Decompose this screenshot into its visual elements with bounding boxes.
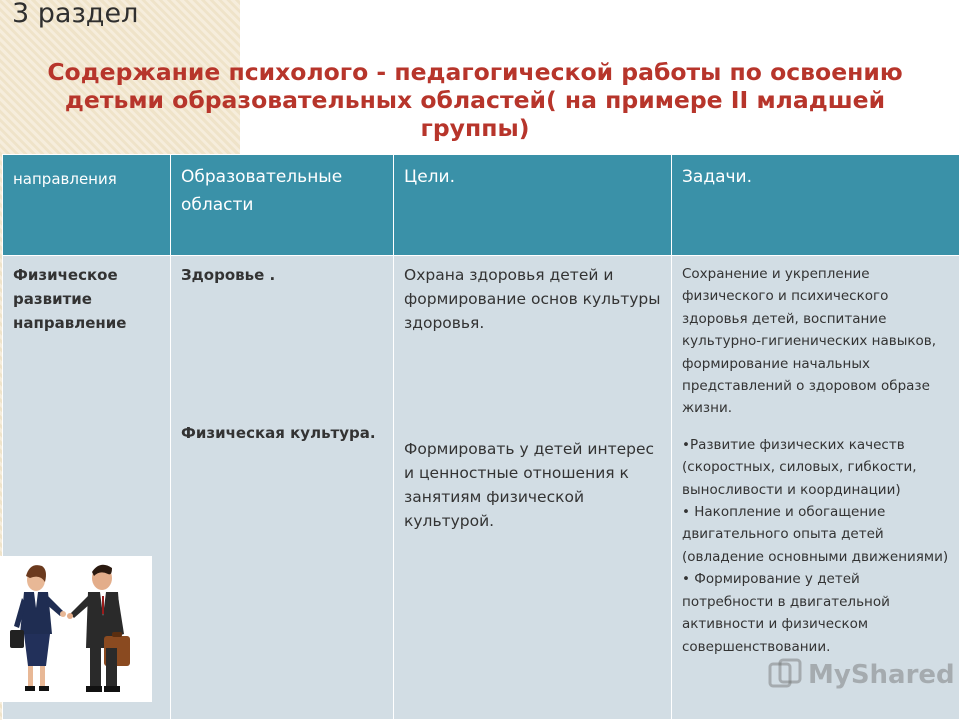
business-people-illustration [0,556,152,702]
header-directions: направления [3,155,171,256]
section-label: 3 раздел [12,0,139,29]
task-2: •Развитие физических качеств (скоростных, силовых, гибкости, выносливости и координации) [682,436,917,498]
goal-health: Охрана здоровья детей и формирование основ культуры здоровья. [404,266,661,332]
area-physical-culture: Физическая культура. [181,424,376,442]
area-health: Здоровье . [181,266,276,284]
task-1: Сохранение и укрепление физического и психического здоровья детей, воспитание культурно-гигиенических навыков, формирование начальных представлений о здоровом образе жизни. [682,266,937,417]
people-figures-icon [0,556,152,702]
watermark [768,656,955,694]
task-3: • Накопление и обогащение двигательного опыта детей (овладение основными движениями) [682,504,949,565]
cell-goals [394,256,672,720]
watermark-logo-icon [768,658,802,692]
goal-physical-culture: Формировать у детей интерес и ценностные отношения к занятиям физической культурой. [404,440,655,530]
header-areas: Образовательные области [171,155,394,256]
slide-title: Содержание психолого - педагогической работы по освоению детьми образовательных областей( на примере II младшей группы) [47,58,903,142]
task-4: • Формирование у детей потребности в двигательной активности и физическом совершенствовании. [682,571,890,655]
watermark-text: MyShared [808,660,955,690]
direction-text: Физическое развитие направление [13,266,127,332]
header-goals: Цели. [394,155,672,256]
header-tasks: Задачи. [672,155,960,256]
cell-areas [171,256,394,720]
table-header-row [3,155,960,256]
cell-tasks [672,256,960,720]
